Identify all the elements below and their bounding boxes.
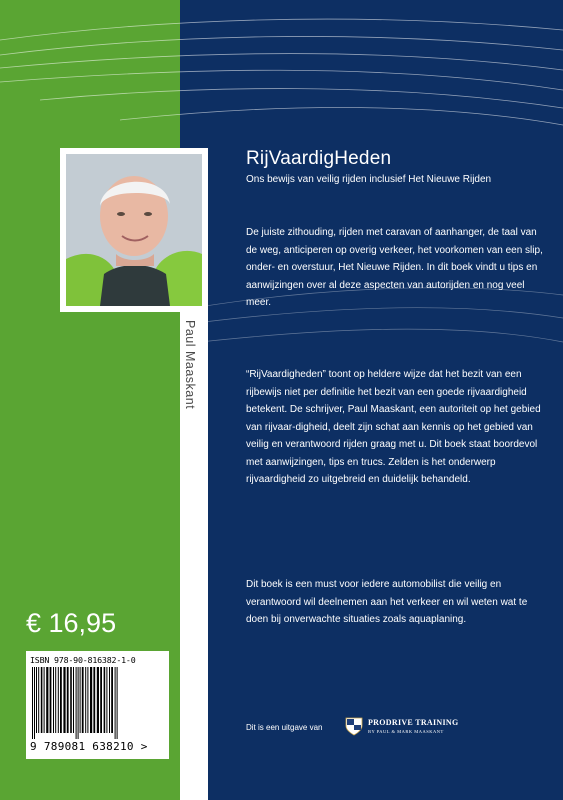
barcode-bar — [80, 667, 81, 733]
barcode-bar — [117, 667, 118, 739]
publisher-prefix: Dit is een uitgave van — [246, 723, 323, 732]
barcode-bar — [70, 667, 72, 733]
barcode-bar — [106, 667, 107, 733]
barcode-bar — [41, 667, 43, 733]
barcode-bar — [82, 667, 84, 733]
barcode-box — [26, 651, 169, 759]
author-photo-frame — [60, 148, 208, 312]
author-name: Paul Maaskant — [183, 320, 197, 410]
author-portrait-illustration — [66, 154, 202, 306]
barcode-bar — [109, 667, 110, 733]
barcode-bar — [115, 667, 116, 739]
barcode-bar — [100, 667, 102, 733]
barcode-bar — [63, 667, 65, 733]
barcode-bar — [36, 667, 37, 733]
barcode-icon — [30, 667, 165, 739]
description-paragraph-2: “RijVaardigheden” toont op heldere wijze dat het bezit van een rijbewijs niet per definitie het bezit van een goede rijvaardigheid betekent. De schrijver, Paul Maaskant, een autoriteit op het gebied van rijvaar-digheid, deelt zijn schat aan kennis op het gebied van veilig en verantwoord rijden graag met u. Dit boek staat boordevol met aanwijzingen, tips en trucs. Zelden is het onderwerp rijvaardigheid zo uitgebreid en duidelijk behandeld. — [246, 369, 541, 485]
publisher-shield-icon — [344, 716, 364, 736]
barcode-bar — [76, 667, 77, 739]
barcode-bar — [58, 667, 59, 733]
barcode-bar — [111, 667, 113, 733]
book-title: RijVaardigHeden — [246, 148, 392, 169]
book-subtitle: Ons bewijs van veilig rijden inclusief Het Nieuwe Rijden — [246, 174, 492, 185]
barcode-digits: 9 789081 638210 > — [30, 740, 148, 753]
barcode-bar — [50, 667, 52, 733]
publisher-name: PRODRIVE TRAINING — [368, 718, 459, 727]
barcode-bar — [93, 667, 95, 733]
description-paragraph-1: De juiste zithouding, rijden met caravan of aanhanger, de taal van de weg, anticiperen op overig verkeer, het voorkomen van een slip, onder- en overstuur, Het Nieuwe Rijden. In dit boek vindt u tips en aanwijzingen over al deze aspecten van autorijden en nog veel meer. — [246, 227, 543, 308]
author-photo — [66, 154, 202, 306]
barcode-bar — [73, 667, 74, 733]
barcode-bar — [46, 667, 48, 733]
barcode-bar — [60, 667, 62, 733]
barcode-bar — [78, 667, 79, 739]
barcode-bar — [104, 667, 106, 733]
barcode-bar — [44, 667, 45, 733]
barcode-bar — [32, 667, 33, 739]
barcode-bar — [67, 667, 69, 733]
barcode-bar — [85, 667, 86, 733]
barcode-bar — [53, 667, 54, 733]
publisher-subtitle: BY PAUL & MARK MAASKANT — [368, 729, 444, 734]
price: € 16,95 — [26, 608, 117, 638]
barcode-bar — [97, 667, 99, 733]
description-paragraph-3: Dit boek is een must voor iedere automobilist die veilig en verantwoord wil deelnemen aan het verkeer en wil weten wat te doen bij onverwachte situaties zoals aquaplaning. — [246, 579, 528, 625]
barcode-bar — [55, 667, 56, 733]
isbn-label: ISBN 978-90-816382-1-0 — [30, 655, 136, 665]
barcode-bar — [90, 667, 92, 733]
barcode-bar — [87, 667, 88, 733]
barcode-bar — [38, 667, 39, 733]
decorative-swoosh-lines — [0, 0, 563, 140]
barcode-bar — [34, 667, 35, 739]
